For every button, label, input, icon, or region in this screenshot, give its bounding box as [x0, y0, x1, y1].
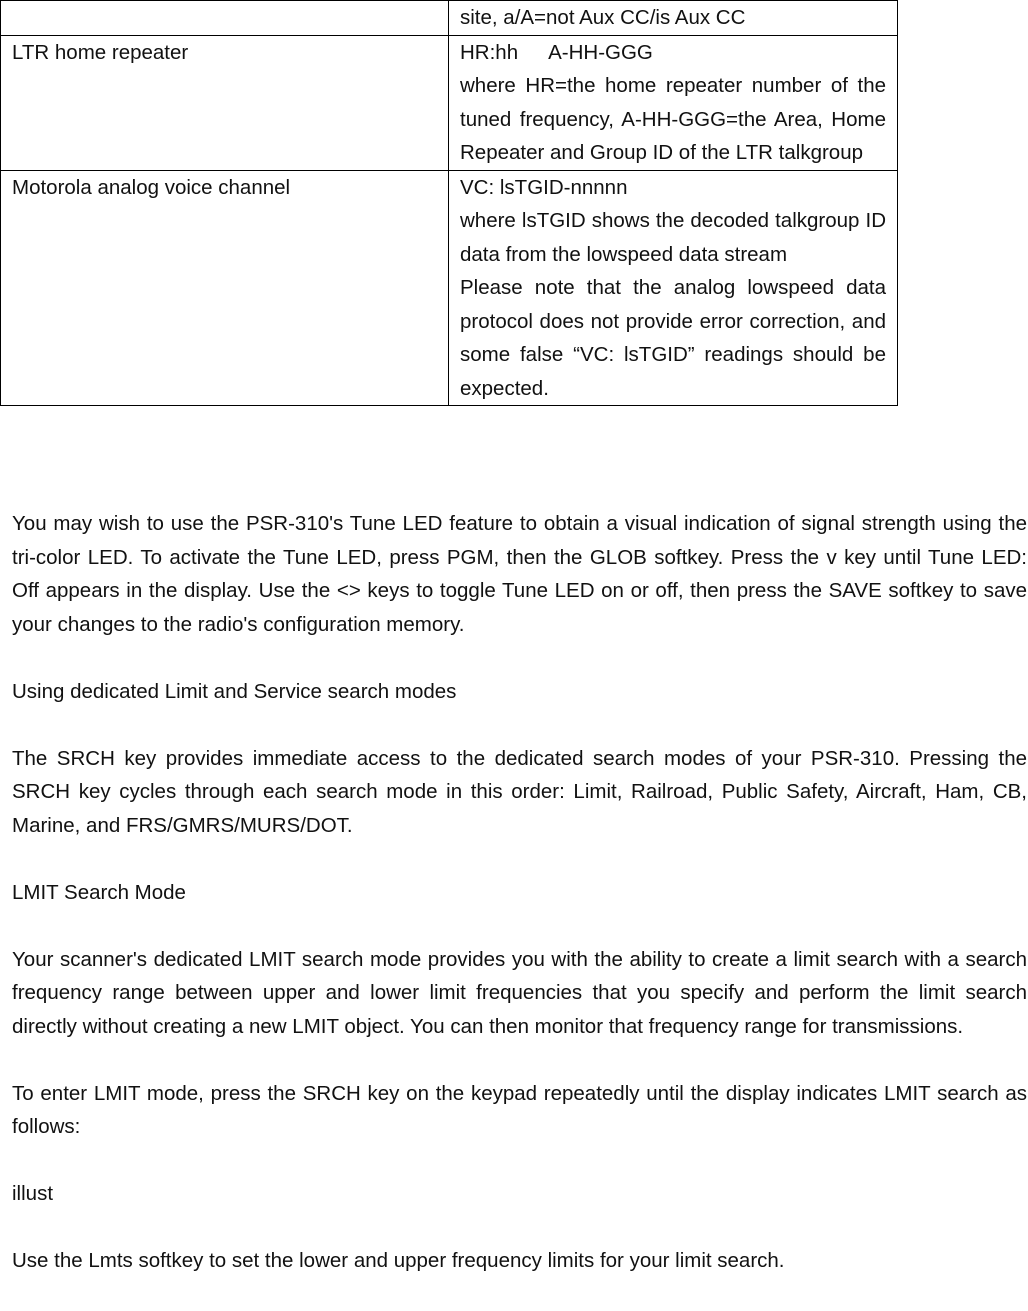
row-value-motorola	[449, 170, 898, 406]
row-label-ltr: LTR home repeater	[1, 35, 449, 170]
motorola-format-description: where lsTGID shows the decoded talkgroup ID data from the lowspeed data stream	[460, 209, 886, 266]
ltr-code-hr: HR:hh	[460, 40, 519, 64]
display-format-table	[0, 0, 898, 406]
row-value-ltr	[449, 35, 898, 170]
paragraph-srch-key: The SRCH key provides immediate access to the dedicated search modes of your PSR-310. Pressing the SRCH key cycles through each search mode in this order: Limit, Railroad, Public Safety, Aircraft, Ham, CB, Marine, and FRS/GMRS/MURS/DOT.	[12, 746, 1027, 837]
motorola-format-note: Please note that the analog lowspeed data protocol does not provide error correction, and some false “VC: lsTGID” readings should be expected.	[460, 276, 886, 400]
paragraph-tune-led: You may wish to use the PSR-310's Tune LED feature to obtain a visual indication of signal strength using the tri-color LED. To activate the Tune LED, press PGM, then the GLOB softkey. Press the v key until Tune LED: Off appears in the display. Use the <> keys to toggle Tune LED on or off, then press the SAVE softkey to save your changes to the radio's configuration memory.	[12, 512, 1027, 636]
illustration-placeholder: illust	[12, 1182, 54, 1205]
paragraph-enter-lmit: To enter LMIT mode, press the SRCH key on the keypad repeatedly until the display indicates LMIT search as follows:	[12, 1081, 1027, 1138]
ltr-format-code	[460, 36, 886, 70]
motorola-format-code: VC: lsTGID-nnnnn	[460, 175, 628, 199]
row-value-cell: site, a/A=not Aux CC/is Aux CC	[449, 1, 898, 36]
document-body	[12, 507, 1027, 1311]
paragraph-lmit-description: Your scanner's dedicated LMIT search mode provides you with the ability to create a limit search with a search frequency range between upper and lower limit frequencies that you specify and perform the limit search directly without creating a new LMIT object. You can then monitor that frequency range for transmissions.	[12, 947, 1027, 1038]
ltr-code-ahhggg: A-HH-GGG	[548, 40, 653, 64]
ltr-format-description: where HR=the home repeater number of the tuned frequency, A-HH-GGG=the Area, Home Repeater and Group ID of the LTR talkgroup	[460, 74, 886, 164]
row-label-motorola: Motorola analog voice channel	[1, 170, 449, 406]
row-label-cell	[1, 1, 449, 36]
table-row	[1, 1, 898, 36]
table-row	[1, 35, 898, 170]
paragraph-lmts-softkey: Use the Lmts softkey to set the lower and upper frequency limits for your limit search.	[12, 1249, 785, 1272]
table-row	[1, 170, 898, 406]
section-heading-lmit: LMIT Search Mode	[12, 880, 186, 904]
section-heading-dedicated-search: Using dedicated Limit and Service search modes	[12, 679, 457, 703]
